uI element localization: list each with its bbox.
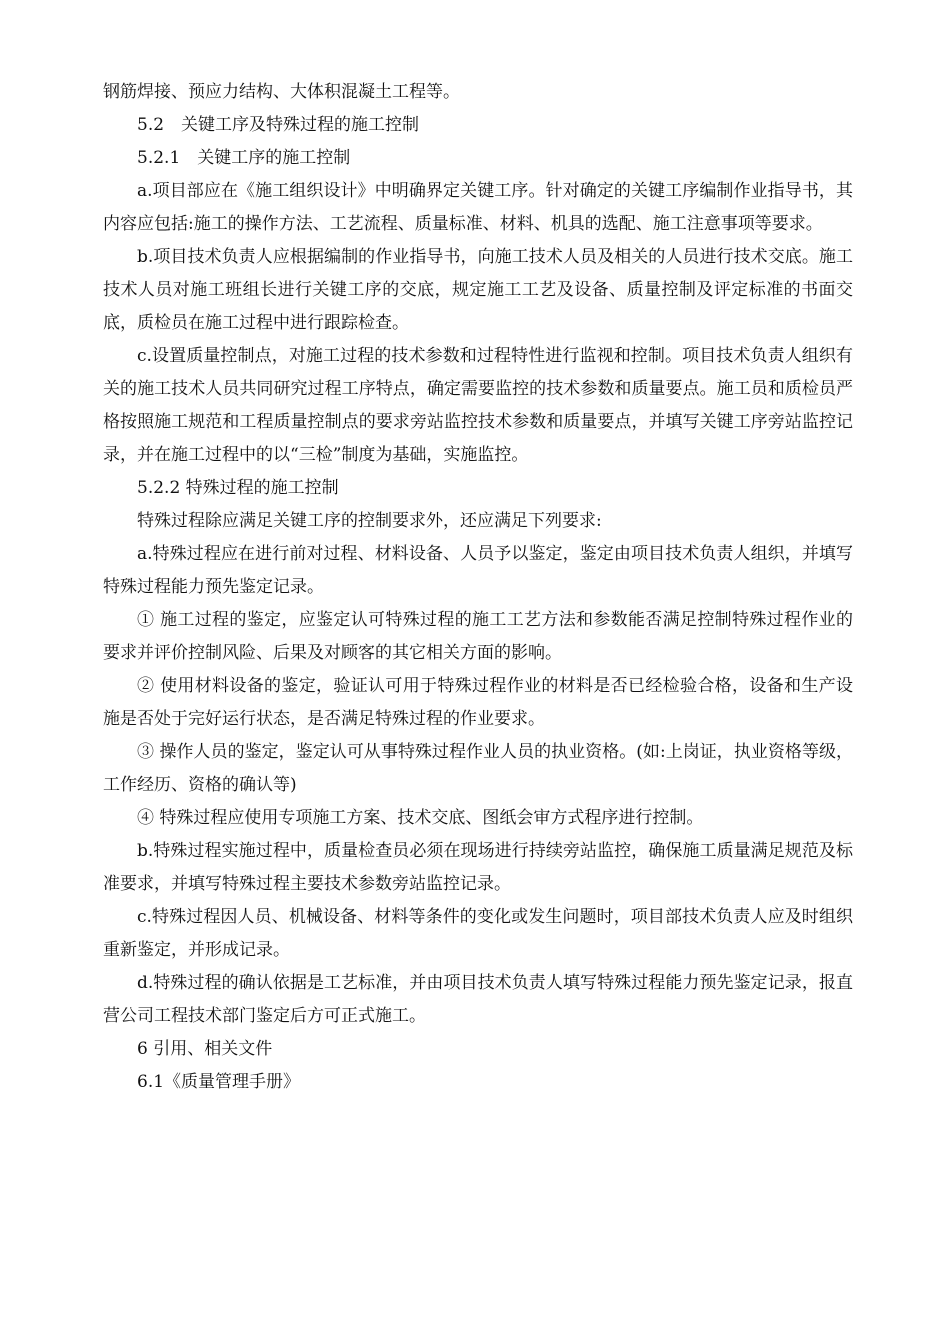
paragraph-item-d-special: d.特殊过程的确认依据是工艺标准，并由项目技术负责人填写特殊过程能力预先鉴定记录，报直营公司工程技术部门鉴定后方可正式施工。	[103, 973, 853, 1026]
paragraph-circled-1: ① 施工过程的鉴定，应鉴定认可特殊过程的施工工艺方法和参数能否满足控制特殊过程作业的要求并评价控制风险、后果及对顾客的其它相关方面的影响。	[103, 610, 853, 663]
section-heading-6-1: 6.1《质量管理手册》	[137, 1072, 301, 1092]
section-heading-5-2-1: 5.2.1 关键工序的施工控制	[137, 148, 351, 168]
paragraph-item-b: b.项目技术负责人应根据编制的作业指导书，向施工技术人员及相关的人员进行技术交底。施工技术人员对施工班组长进行关键工序的交底，规定施工工艺及设备、质量控制及评定标准的书面交底，质检员在施工过程中进行跟踪检查。	[103, 247, 853, 333]
paragraph-item-a: a.项目部应在《施工组织设计》中明确界定关键工序。针对确定的关键工序编制作业指导书，其内容应包括:施工的操作方法、工艺流程、质量标准、材料、机具的选配、施工注意事项等要求。	[103, 181, 853, 234]
paragraph-continuation: 钢筋焊接、预应力结构、大体积混凝土工程等。	[103, 82, 460, 102]
section-heading-5-2-2: 5.2.2 特殊过程的施工控制	[137, 478, 339, 498]
paragraph-circled-3: ③ 操作人员的鉴定，鉴定认可从事特殊过程作业人员的执业资格。(如:上岗证，执业资格等级，工作经历、资格的确认等)	[103, 742, 853, 795]
section-heading-6: 6 引用、相关文件	[137, 1039, 273, 1059]
paragraph-item-c: c.设置质量控制点，对施工过程的技术参数和过程特性进行监视和控制。项目技术负责人组织有关的施工技术人员共同研究过程工序特点，确定需要监控的技术参数和质量要点。施工员和质检员严格按照施工规范和工程质量控制点的要求旁站监控技术参数和质量要点，并填写关键工序旁站监控记录，并在施工过程中的以“三检”制度为基础，实施监控。	[103, 346, 853, 465]
document-body	[103, 76, 853, 1099]
paragraph-circled-4: ④ 特殊过程应使用专项施工方案、技术交底、图纸会审方式程序进行控制。	[137, 808, 704, 828]
section-heading-5-2: 5.2 关键工序及特殊过程的施工控制	[137, 115, 420, 135]
paragraph-item-b-special: b.特殊过程实施过程中，质量检查员必须在现场进行持续旁站监控，确保施工质量满足规范及标准要求，并填写特殊过程主要技术参数旁站监控记录。	[103, 841, 853, 894]
paragraph-item-c-special: c.特殊过程因人员、机械设备、材料等条件的变化或发生问题时，项目部技术负责人应及时组织重新鉴定，并形成记录。	[103, 907, 853, 960]
paragraph-item-a-special: a.特殊过程应在进行前对过程、材料设备、人员予以鉴定，鉴定由项目技术负责人组织，并填写特殊过程能力预先鉴定记录。	[103, 544, 853, 597]
paragraph-circled-2: ② 使用材料设备的鉴定，验证认可用于特殊过程作业的材料是否已经检验合格，设备和生产设施是否处于完好运行状态，是否满足特殊过程的作业要求。	[103, 676, 853, 729]
paragraph-intro: 特殊过程除应满足关键工序的控制要求外，还应满足下列要求:	[137, 511, 602, 531]
